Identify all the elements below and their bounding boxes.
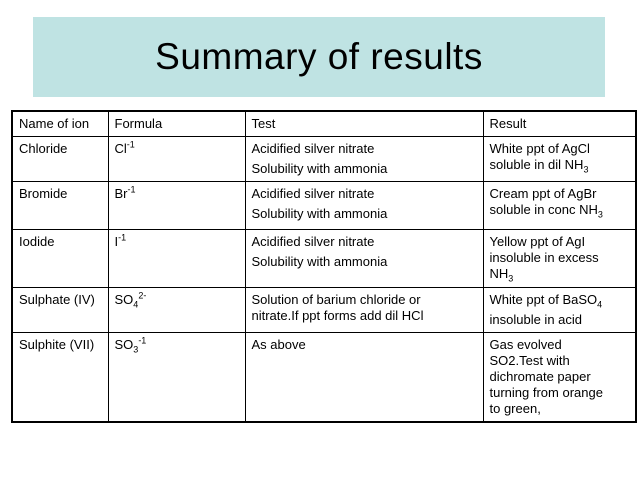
test-cell bbox=[245, 230, 483, 288]
ion-formula: $Cl^{-1}$ bbox=[108, 137, 245, 182]
table-header-row bbox=[12, 111, 636, 137]
result-line: soluble in conc $NH_3$ bbox=[489, 202, 603, 220]
result-line: dichromate paper bbox=[489, 369, 591, 384]
test-line: Solubility with ammonia bbox=[251, 161, 388, 176]
table-row bbox=[12, 137, 636, 182]
result-line: $NH_3$ bbox=[489, 266, 514, 284]
result-line: Cream ppt of AgBr bbox=[489, 186, 597, 201]
table-row bbox=[12, 333, 636, 423]
result-cell bbox=[483, 182, 636, 230]
test-line: Solubility with ammonia bbox=[251, 254, 388, 269]
result-line: turning from orange bbox=[489, 385, 603, 400]
result-line: insoluble in acid bbox=[489, 312, 583, 327]
results-table bbox=[11, 110, 637, 423]
result-cell bbox=[483, 137, 636, 182]
test-cell bbox=[245, 182, 483, 230]
result-cell bbox=[483, 288, 636, 333]
ion-formula: $I^{-1}$ bbox=[108, 230, 245, 288]
table-row bbox=[12, 182, 636, 230]
test-line: As above bbox=[251, 337, 306, 352]
result-line: White ppt of AgCl bbox=[489, 141, 590, 156]
slide-title: Summary of results bbox=[155, 36, 483, 77]
result-line: SO2.Test with bbox=[489, 353, 570, 368]
result-cell bbox=[483, 230, 636, 288]
header-formula: Formula bbox=[108, 111, 245, 137]
table-row bbox=[12, 230, 636, 288]
ion-name: Chloride bbox=[12, 137, 108, 182]
test-line: nitrate.If ppt forms add dil HCl bbox=[251, 308, 424, 323]
header-name-of-ion: Name of ion bbox=[12, 111, 108, 137]
ion-name: Sulphate (IV) bbox=[12, 288, 108, 333]
test-line: Acidified silver nitrate bbox=[251, 141, 375, 156]
result-line: soluble in dil $NH_3$ bbox=[489, 157, 589, 175]
result-line: to green, bbox=[489, 401, 541, 416]
header-result: Result bbox=[483, 111, 636, 137]
ion-formula: $Br^{-1}$ bbox=[108, 182, 245, 230]
test-line: Acidified silver nitrate bbox=[251, 186, 375, 201]
test-line: Solubility with ammonia bbox=[251, 206, 388, 221]
result-line: Gas evolved bbox=[489, 337, 562, 352]
ion-formula: $SO_4^{2-}$ bbox=[108, 288, 245, 333]
result-line: insoluble in excess bbox=[489, 250, 599, 265]
result-line: White ppt of BaSO$_4$ bbox=[489, 292, 603, 310]
test-cell bbox=[245, 333, 483, 423]
ion-name: Iodide bbox=[12, 230, 108, 288]
table-row bbox=[12, 288, 636, 333]
test-cell bbox=[245, 288, 483, 333]
ion-formula: $SO_3^{-1}$ bbox=[108, 333, 245, 423]
header-test: Test bbox=[245, 111, 483, 137]
result-line: Yellow ppt of AgI bbox=[489, 234, 586, 249]
ion-name: Sulphite (VII) bbox=[12, 333, 108, 423]
title-banner bbox=[33, 17, 605, 97]
test-line: Acidified silver nitrate bbox=[251, 234, 375, 249]
result-cell bbox=[483, 333, 636, 423]
ion-name: Bromide bbox=[12, 182, 108, 230]
test-line: Solution of barium chloride or bbox=[251, 292, 421, 307]
test-cell bbox=[245, 137, 483, 182]
